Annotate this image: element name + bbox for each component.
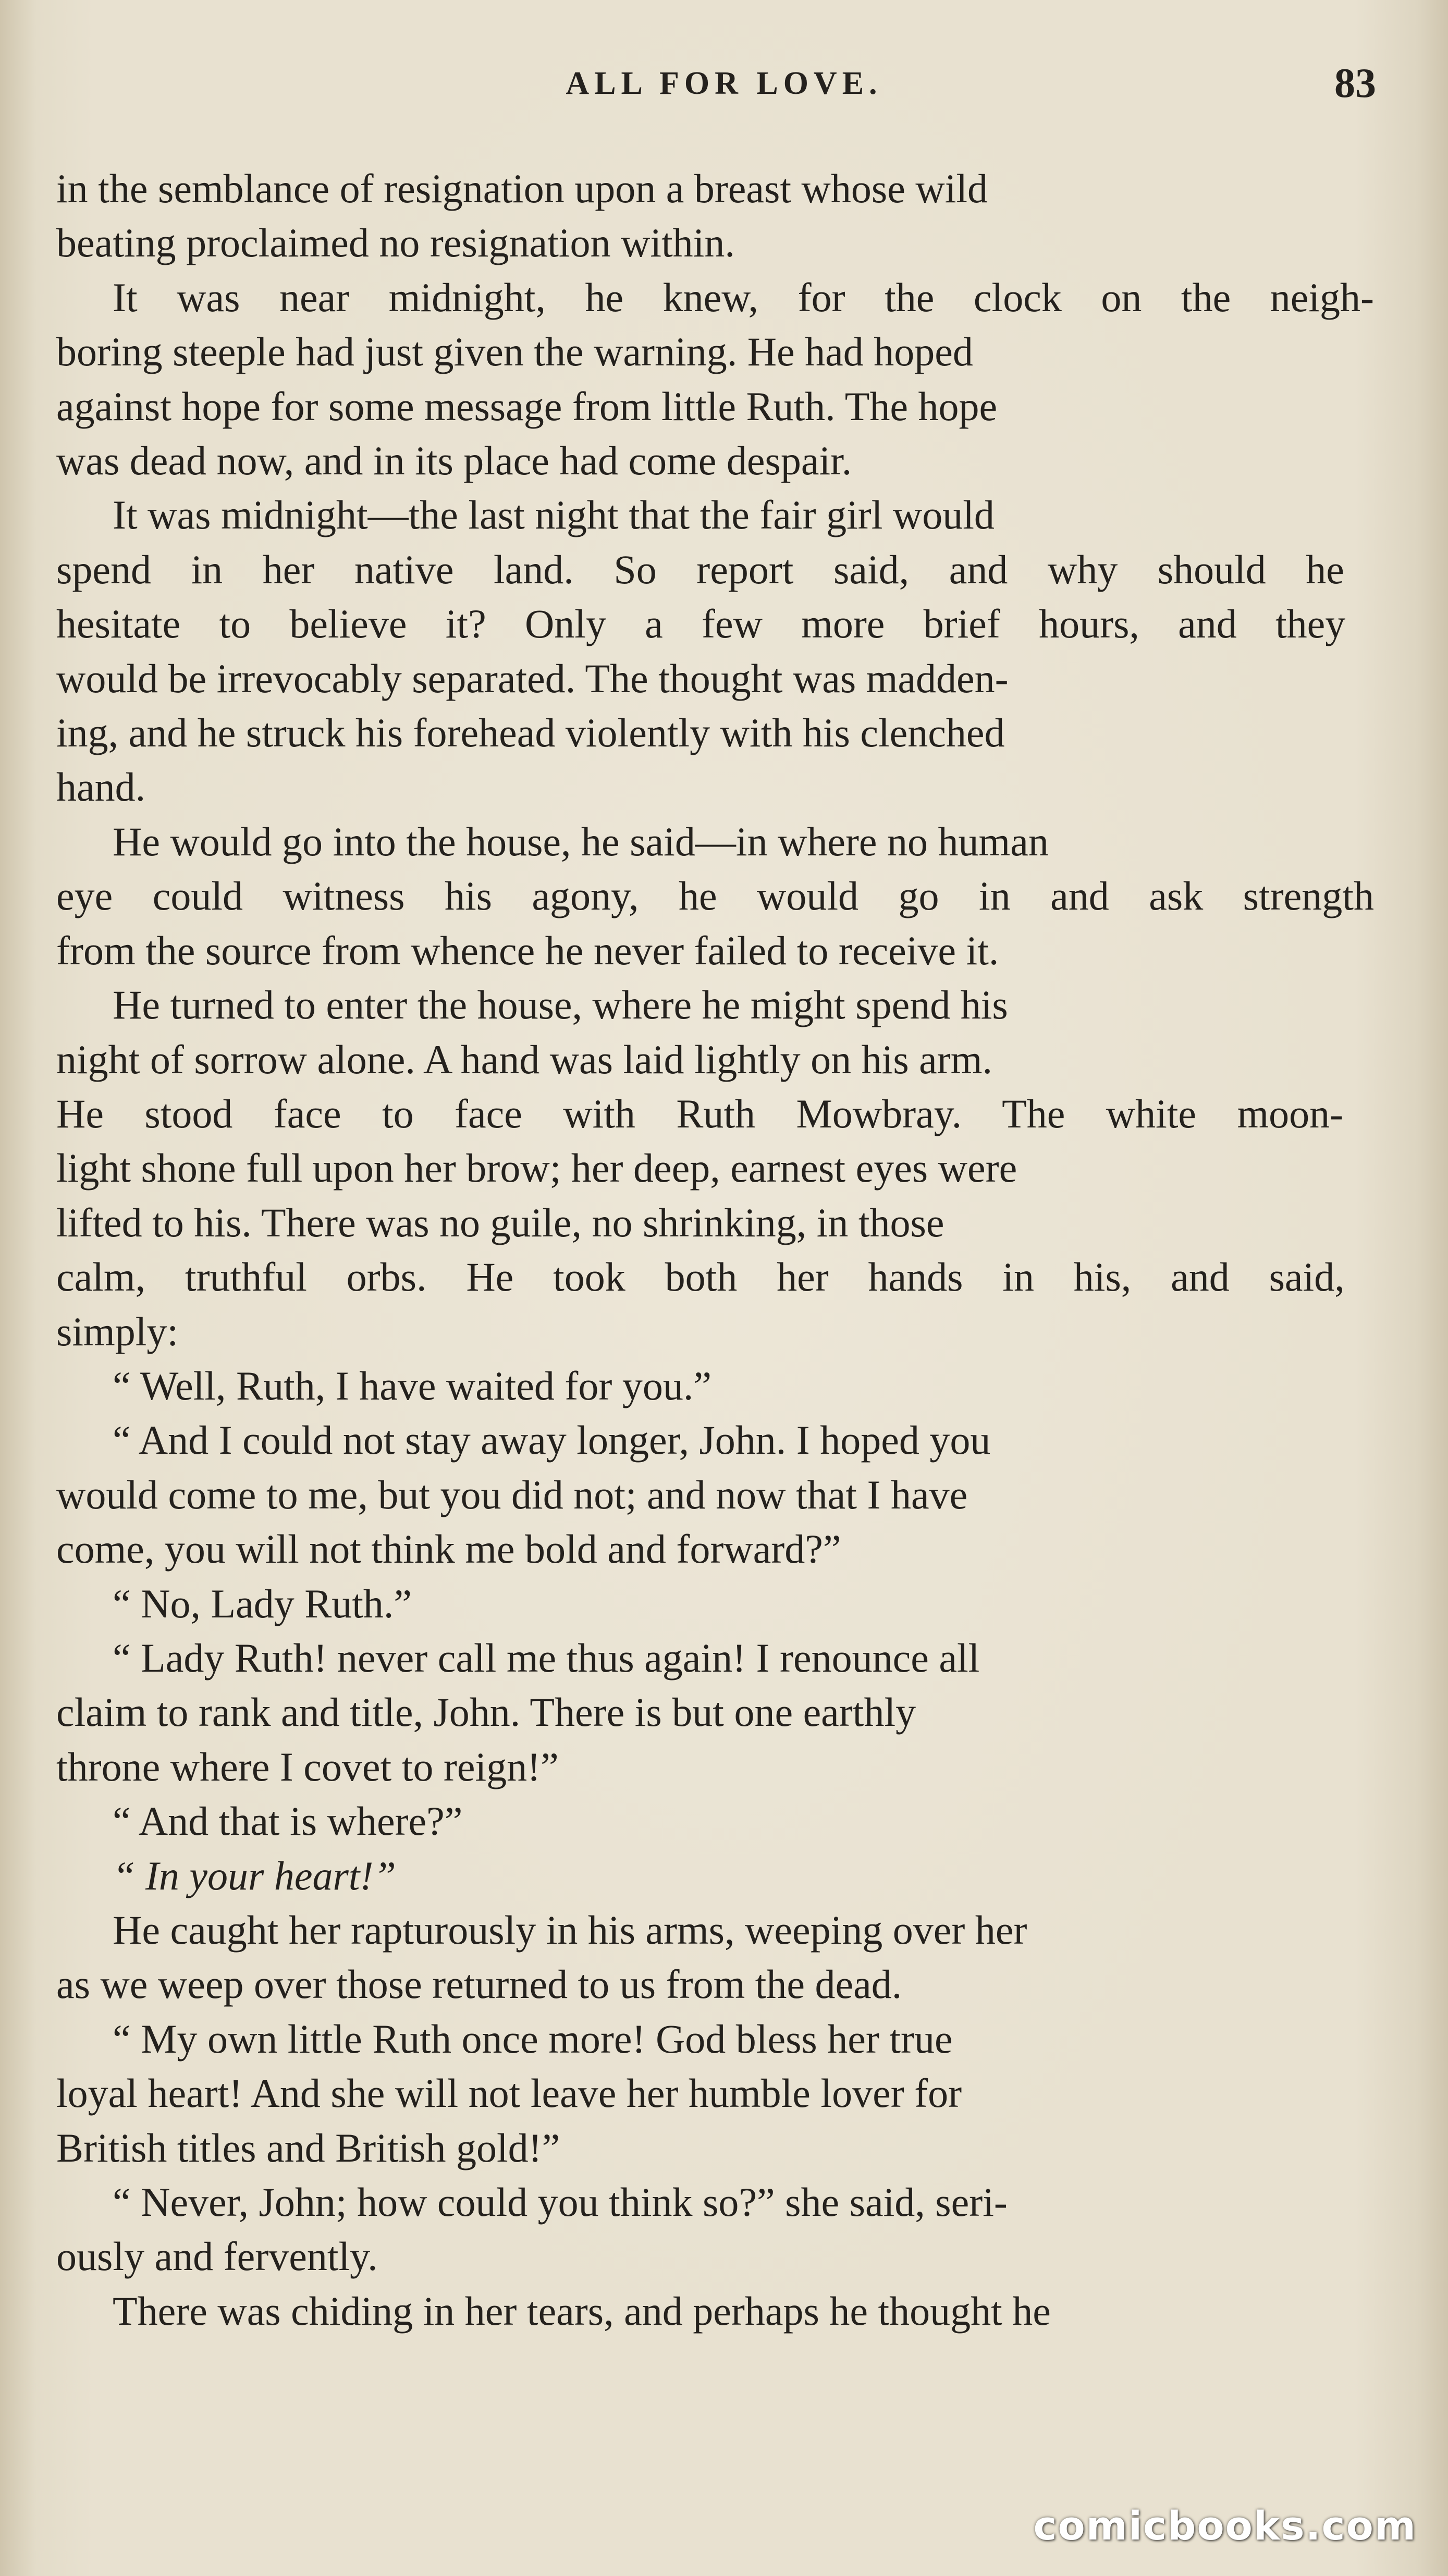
text-line: throne where I covet to reign!”	[56, 1744, 559, 1789]
text-line: “ Lady Ruth! never call me thus again! I renounce all	[113, 1635, 980, 1680]
text-line: was dead now, and in its place had come despair.	[56, 438, 852, 484]
text-line: come, you will not think me bold and forward?”	[56, 1526, 841, 1572]
paragraph-4	[56, 815, 1374, 978]
text-line: ing, and he struck his forehead violently with his clenched	[56, 710, 1005, 756]
dialogue-3	[56, 1577, 1374, 1631]
text-line: It was midnight—the last night that the fair girl would	[113, 492, 995, 538]
text-line: calm, truthful orbs. He took both her hands in his, and said,	[56, 1254, 1345, 1300]
text-line: ously and fervently.	[56, 2234, 378, 2279]
paragraph-3	[56, 488, 1374, 814]
dialogue-4	[56, 1631, 1374, 1794]
text-line: would be irrevocably separated. The thought was madden-	[56, 655, 1009, 701]
text-line: It was near midnight, he knew, for the clock on the neigh-	[113, 274, 1374, 320]
text-line: hand.	[56, 764, 146, 810]
text-line: in the semblance of resignation upon a breast whose wild	[56, 166, 988, 211]
running-title: ALL FOR LOVE.	[566, 66, 882, 101]
page-header	[0, 52, 1448, 115]
text-line: “ No, Lady Ruth.”	[113, 1580, 412, 1626]
body-text	[56, 162, 1374, 2338]
text-line: “ Well, Ruth, I have waited for you.”	[113, 1363, 711, 1408]
watermark: comicbooks.com	[1033, 2503, 1417, 2549]
text-line: He turned to enter the house, where he might spend his	[113, 982, 1008, 1028]
paragraph-6	[56, 1903, 1374, 2012]
text-line: would come to me, but you did not; and now that I have	[56, 1471, 968, 1517]
text-line: “ And that is where?”	[113, 1798, 463, 1844]
text-line: spend in her native land. So report said, and why should he	[56, 546, 1344, 592]
text-line: eye could witness his agony, he would go in and ask strength	[56, 873, 1374, 919]
text-line: boring steeple had just given the warning. He had hoped	[56, 329, 973, 375]
text-line: “ Never, John; how could you think so?” she said, seri-	[113, 2179, 1008, 2225]
page-number: 83	[1334, 60, 1376, 106]
dialogue-6	[56, 1849, 1374, 1903]
text-line: “ My own little Ruth once more! God bless her true	[113, 2016, 953, 2062]
text-line: loyal heart! And she will not leave her humble lover for	[56, 2070, 962, 2116]
dialogue-2	[56, 1413, 1374, 1576]
paragraph-7	[56, 2284, 1374, 2338]
dialogue-5	[56, 1794, 1374, 1848]
text-line: “ And I could not stay away longer, John. I hoped you	[113, 1417, 991, 1463]
text-line: light shone full upon her brow; her deep, earnest eyes were	[56, 1145, 1017, 1191]
paragraph-5	[56, 978, 1374, 1359]
text-line: night of sorrow alone. A hand was laid lightly on his arm.	[56, 1036, 992, 1082]
text-line: hesitate to believe it? Only a few more brief hours, and they	[56, 601, 1346, 647]
text-line-italic: “ In your heart!”	[113, 1853, 396, 1898]
text-line: claim to rank and title, John. There is but one earthly	[56, 1689, 916, 1735]
text-line: He caught her rapturously in his arms, weeping over her	[113, 1907, 1027, 1953]
dialogue-8	[56, 2175, 1374, 2284]
paragraph-2	[56, 271, 1374, 488]
text-line: against hope for some message from little Ruth. The hope	[56, 383, 998, 429]
text-line: lifted to his. There was no guile, no shrinking, in those	[56, 1199, 944, 1245]
text-line: He would go into the house, he said—in where no human	[113, 818, 1049, 864]
paragraph-1	[56, 162, 1374, 271]
dialogue-7	[56, 2012, 1374, 2175]
text-line: British titles and British gold!”	[56, 2125, 560, 2170]
text-line: as we weep over those returned to us from the dead.	[56, 1961, 902, 2007]
dialogue-1	[56, 1359, 1374, 1413]
text-line: There was chiding in her tears, and perhaps he thought he	[113, 2288, 1051, 2334]
text-line: beating proclaimed no resignation within.	[56, 220, 735, 266]
text-line: from the source from whence he never failed to receive it.	[56, 927, 999, 973]
text-line: He stood face to face with Ruth Mowbray. The white moon-	[56, 1090, 1344, 1136]
text-line: simply:	[56, 1308, 179, 1354]
